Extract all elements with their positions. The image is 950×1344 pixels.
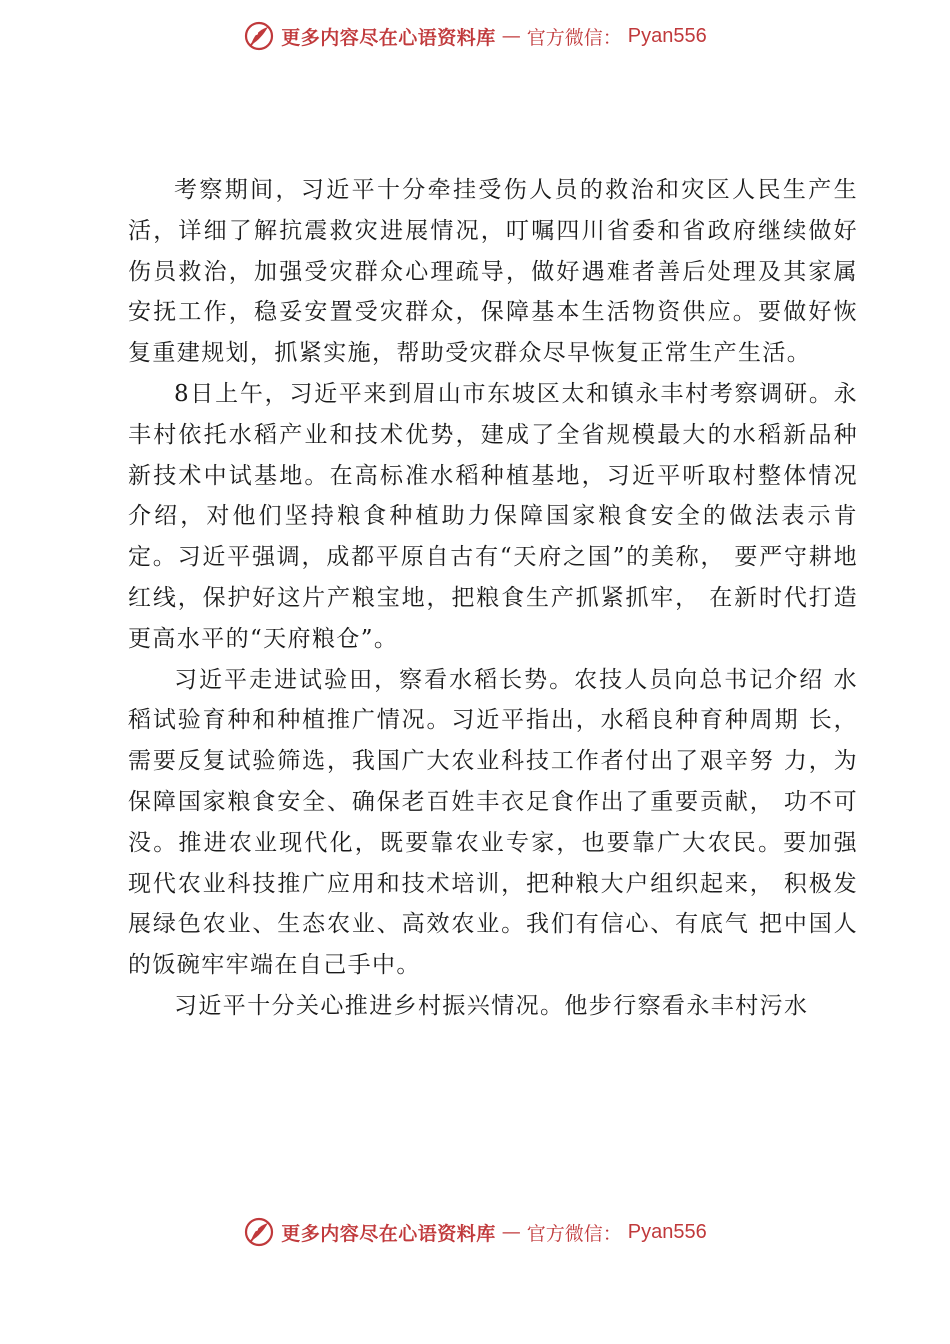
banner-wechat-label: 官方微信： [526,26,622,49]
banner-wechat-id: Pyan556 [627,24,707,47]
paragraph-4: 习近平十分关心推进乡村振兴情况。他步行察看永丰村污水 [174,992,809,1019]
banner-brand-text: 更多内容尽在心语资料库 [281,1222,496,1245]
paragraph-3: 习近平走进试验田，察看水稻长势。农技人员向总书记介绍 水稻试验育种和种植推广情况。习近平指出，水稻良种育种周期 长，需要反复试验筛选，我国广大农业科技工作者付出了艰辛努 力，为保障国家粮食安全、确保老百姓丰衣足食作出了重要贡献， 功不可没。推进农业现代化，既要靠农业专家，也要靠广大农民。要加强现代农业科技推广应用和技术培训，把种粮大户组织起来， 积极发展绿色农业、生态农业、高效农业。我们有信心、有底气 把中国人的饭碗牢牢端在自己手中。 [128,666,858,979]
banner-wechat-label: 官方微信： [526,1222,622,1245]
document-body [128,170,858,1027]
banner-wechat-id: Pyan556 [627,1220,707,1243]
paragraph-2: 8日上午，习近平来到眉山市东坡区太和镇永丰村考察调研。永丰村依托水稻产业和技术优势，建成了全省规模最大的水稻新品种新技术中试基地。在高标准水稻种植基地，习近平听取村整体情况介绍，对他们坚持粮食种植助力保障国家粮食安全的做法表示肯定。习近平强调，成都平原自古有“天府之国”的美称， 要严守耕地红线，保护好这片产粮宝地，把粮食生产抓紧抓牢， 在新时代打造更高水平的“天府粮仓”。 [128,380,858,652]
footer-banner [0,1212,950,1252]
pen-leaf-logo-icon [243,1216,275,1248]
paragraph-1: 考察期间，习近平十分牵挂受伤人员的救治和灾区人民生产生活，详细了解抗震救灾进展情况，叮嘱四川省委和省政府继续做好伤员救治，加强受灾群众心理疏导，做好遇难者善后处理及其家属安抚工作，稳妥安置受灾群众，保障基本生活物资供应。要做好恢复重建规划，抓紧实施，帮助受灾群众尽早恢复正常生产生活。 [128,177,858,367]
banner-brand-text: 更多内容尽在心语资料库 [281,26,496,49]
pen-leaf-logo-icon [243,20,275,52]
banner-dash: — [501,25,521,47]
banner-dash: — [501,1221,521,1243]
header-banner [0,16,950,56]
